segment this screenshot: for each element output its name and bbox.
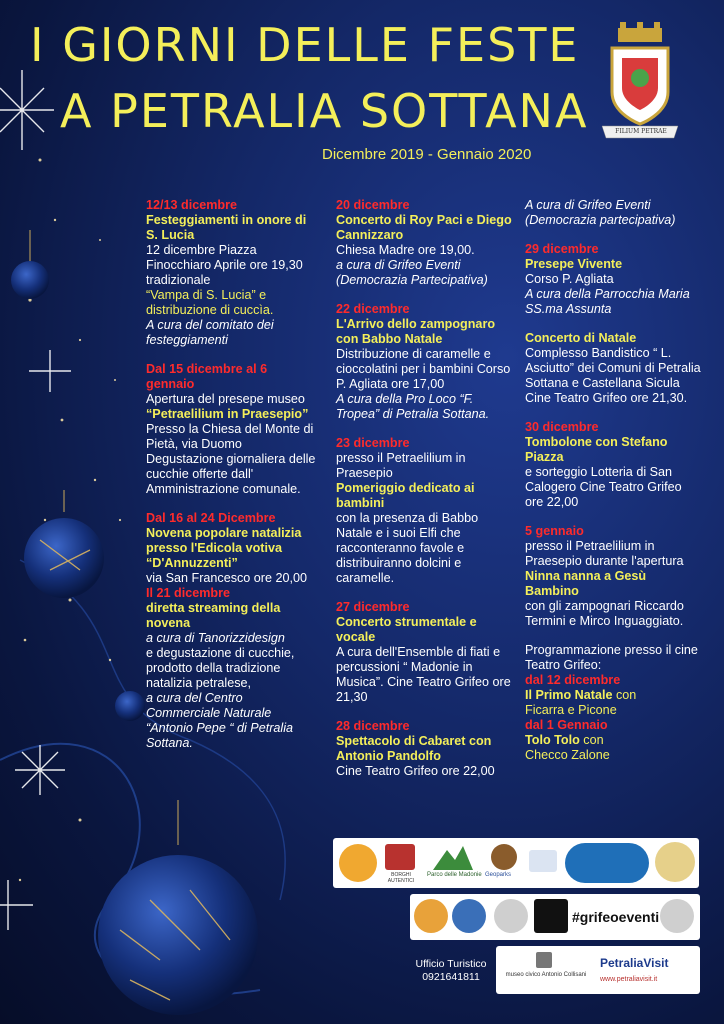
event-curator: A cura della Parrocchia Maria SS.ma Assunta: [525, 287, 690, 316]
office-label: Ufficio Turistico: [415, 958, 487, 970]
mountain-icon: [433, 844, 473, 870]
event-curator: A cura della Pro Loco “F. Tropea” di Petralia Sottana.: [336, 392, 490, 421]
event-date: 5 gennaio: [525, 524, 584, 538]
logo-geoparks-text: Geoparks: [485, 872, 512, 878]
events-column-2: [336, 198, 512, 779]
event-text: con gli zampognari Riccardo Termini e Mirco Inguaggiato.: [525, 599, 684, 628]
event-text: Complesso Bandistico “ L. Asciutto” dei Comuni di Petralia Sottana e Castellana Sicula Cine Teatro Grifeo ore 21,30.: [525, 346, 701, 405]
sponsor-logo: [660, 899, 694, 933]
event-date: 29 dicembre: [525, 242, 599, 256]
event-title: Novena popolare natalizia presso l'Edicola votiva “D'Annuzzenti”: [146, 526, 302, 570]
program-date: dal 12 dicembre: [525, 673, 621, 687]
sponsor-logo: [452, 899, 486, 933]
event-text: A cura dell'Ensemble di fiati e percussioni “ Madonie in Musica”. Cine Teatro Grifeo ore 21,30: [336, 645, 511, 704]
film-con: con: [616, 688, 637, 702]
events-column-1: [146, 198, 318, 751]
logo-petralia-text: PetraliaVisit: [600, 956, 669, 970]
unesco-logo-icon: [529, 850, 557, 872]
film-cast: Checco Zalone: [525, 748, 610, 762]
ornament-ball: [11, 261, 49, 299]
event-curator: a cura di Grifeo Eventi (Democrazia Partecipativa): [336, 258, 488, 287]
event-title: Concerto strumentale e vocale: [336, 615, 477, 644]
event-date: Dal 16 al 24 Dicembre: [146, 511, 276, 525]
ornament-ball: [98, 855, 258, 1015]
grifeo-hashtag: #grifeoeventi: [572, 909, 660, 925]
event-highlight: “Petraelilium in Praesepio”: [146, 407, 309, 421]
event-date: 30 dicembre: [525, 420, 599, 434]
event-text: Cine Teatro Grifeo ore 22,00: [336, 764, 495, 778]
film-title: Tolo Tolo: [525, 733, 580, 747]
event-date: 23 dicembre: [336, 436, 410, 450]
program-date: dal 1 Gennaio: [525, 718, 608, 732]
event-curator: A cura del comitato dei festeggiamenti: [146, 318, 274, 347]
event-date: 12/13 dicembre: [146, 198, 238, 212]
event-title: Tombolone con Stefano Piazza: [525, 435, 668, 464]
event-text: presso il Petraelilium in Praesepio durante l'apertura: [525, 539, 684, 568]
event-highlight: Ninna nanna a Gesù Bambino: [525, 569, 647, 598]
sponsor-logos-row-2: [410, 894, 700, 940]
event-title: Presepe Vivente: [525, 257, 623, 271]
event-curator: A cura di Grifeo Eventi (Democrazia partecipativa): [525, 198, 676, 227]
event-date: 20 dicembre: [336, 198, 410, 212]
sponsor-logos-row-1: [333, 838, 699, 888]
event-title: diretta streaming della novena: [146, 601, 281, 630]
event-text: Chiesa Madre ore 19,00.: [336, 243, 475, 257]
event-text: e sorteggio Lotteria di San Calogero Cine Teatro Grifeo ore 22,00: [525, 465, 682, 509]
film-con: con: [583, 733, 604, 747]
event-curator: a cura del Centro Commerciale Naturale “Antonio Pepe “ di Petralia Sottana.: [146, 691, 294, 750]
event-title: L'Arrivo dello zampognaro con Babbo Natale: [336, 317, 496, 346]
event-curator: a cura di Tanorizzidesign: [146, 631, 285, 645]
event-date: Il 21 dicembre: [146, 586, 230, 600]
event-text: e degustazione di cucchie, prodotto della tradizione natalizia petralese,: [146, 646, 295, 690]
event-title: Festeggiamenti in onore di S. Lucia: [146, 213, 307, 242]
event-text: con la presenza di Babbo Natale e i suoi Elfi che racconteranno favole e distribuiranno dolcini e caramelle.: [336, 511, 479, 585]
logo-museo-text: museo civico Antonio Collisani: [505, 972, 587, 978]
event-text: Distribuzione di caramelle e cioccolatini per i bambini Corso P. Agliata ore 17,00: [336, 347, 511, 391]
film-title: Il Primo Natale: [525, 688, 613, 702]
event-title: Concerto di Roy Paci e Diego Cannizzaro: [336, 213, 512, 242]
office-phone: 0921641811: [422, 971, 480, 983]
sponsor-logos-row-3: [496, 946, 700, 994]
event-highlight: “Vampa di S. Lucia” e distribuzione di cuccìa.: [146, 288, 274, 317]
ornament-ball: [115, 691, 145, 721]
sponsor-logo: [494, 899, 528, 933]
town-crest: [598, 22, 682, 142]
event-text: Presso la Chiesa del Monte di Pietà, via Duomo Degustazione giornaliera delle cucchie offerte dall' Amministrazione comunale.: [146, 422, 316, 496]
logo-borghi-text: BORGHI AUTENTICI: [387, 872, 415, 884]
museum-logo-icon: [536, 952, 552, 968]
event-date: 27 dicembre: [336, 600, 410, 614]
sponsor-logo: [534, 899, 568, 933]
tourist-office: [414, 958, 488, 984]
program-intro: Programmazione presso il cine Teatro Grifeo:: [525, 643, 698, 672]
sponsor-logo: [414, 899, 448, 933]
logo-parco-text: Parco delle Madonie: [427, 872, 482, 878]
title-line-2: A PETRALIA SOTTANA: [60, 84, 589, 138]
event-text: Apertura del presepe museo: [146, 392, 305, 406]
event-text: 12 dicembre Piazza Finocchiaro Aprile ore 19,30 tradizionale: [146, 243, 303, 287]
event-text: via San Francesco ore 20,00: [146, 571, 308, 585]
event-date: 22 dicembre: [336, 302, 410, 316]
event-highlight: Pomeriggio dedicato ai bambini: [336, 481, 475, 510]
event-text: Corso P. Agliata: [525, 272, 614, 286]
madonna-logo-icon: [565, 843, 649, 883]
sponsor-logo: [655, 842, 695, 882]
event-date: Dal 15 dicembre al 6 gennaio: [146, 362, 268, 391]
geoparks-logo-icon: [491, 844, 517, 870]
event-date: 28 dicembre: [336, 719, 410, 733]
logo-url-text: www.petraliavisit.it: [600, 976, 658, 983]
title-line-1: I GIORNI DELLE FESTE: [30, 18, 580, 72]
film-cast: Ficarra e Picone: [525, 703, 617, 717]
sponsor-logo: [339, 844, 377, 882]
date-range: Dicembre 2019 - Gennaio 2020: [322, 146, 532, 163]
borghi-logo-icon: [385, 844, 415, 870]
event-title: Concerto di Natale: [525, 331, 637, 345]
crest-motto: FILIUM PETRAE: [615, 128, 667, 135]
event-text: presso il Petraelilium in Praesepio: [336, 451, 466, 480]
events-column-3: [525, 198, 701, 763]
crest-icon: [598, 22, 682, 142]
event-title: Spettacolo di Cabaret con Antonio Pandolfo: [336, 734, 492, 763]
